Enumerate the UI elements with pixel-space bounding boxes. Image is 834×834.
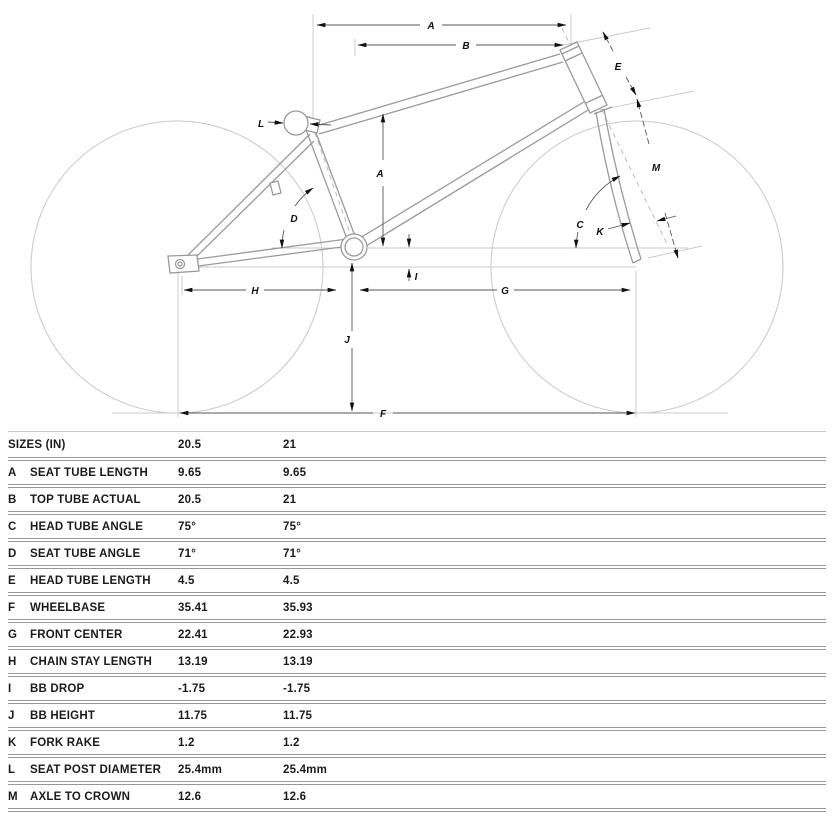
table-row: A SEAT TUBE LENGTH 9.65 9.65 bbox=[8, 461, 826, 488]
table-row: G FRONT CENTER 22.41 22.93 bbox=[8, 623, 826, 650]
table-title: SIZES (IN) bbox=[8, 438, 66, 451]
dim-label-f: F bbox=[379, 409, 387, 420]
dim-label-m: M bbox=[651, 163, 661, 174]
dim-label-a-top: A bbox=[427, 21, 435, 32]
cable-stop bbox=[270, 181, 281, 195]
table-row: H CHAIN STAY LENGTH 13.19 13.19 bbox=[8, 650, 826, 677]
dim-label-a-seat: A bbox=[376, 169, 384, 180]
table-row: C HEAD TUBE ANGLE 75° 75° bbox=[8, 515, 826, 542]
table-row: I BB DROP -1.75 -1.75 bbox=[8, 677, 826, 704]
dim-label-b: B bbox=[462, 41, 470, 52]
dim-label-c: C bbox=[576, 220, 584, 231]
dim-label-e: E bbox=[614, 62, 622, 73]
geometry-table bbox=[8, 431, 826, 812]
dim-label-h: H bbox=[251, 286, 259, 297]
dim-label-l: L bbox=[257, 119, 265, 130]
table-row: F WHEELBASE 35.41 35.93 bbox=[8, 596, 826, 623]
dim-label-i: I bbox=[414, 272, 418, 283]
table-row: K FORK RAKE 1.2 1.2 bbox=[8, 731, 826, 758]
construction-lines bbox=[112, 14, 728, 417]
table-row: B TOP TUBE ACTUAL 20.5 21 bbox=[8, 488, 826, 515]
dim-label-k: K bbox=[596, 227, 604, 238]
fork bbox=[594, 107, 641, 263]
table-row: E HEAD TUBE LENGTH 4.5 4.5 bbox=[8, 569, 826, 596]
table-row: D SEAT TUBE ANGLE 71° 71° bbox=[8, 542, 826, 569]
frame-tubes bbox=[185, 54, 593, 267]
size-column-2: 21 bbox=[283, 438, 297, 451]
table-row: L SEAT POST DIAMETER 25.4mm 25.4mm bbox=[8, 758, 826, 785]
dim-label-j: J bbox=[344, 335, 350, 346]
table-row: J BB HEIGHT 11.75 11.75 bbox=[8, 704, 826, 731]
table-row: M AXLE TO CROWN 12.6 12.6 bbox=[8, 785, 826, 812]
size-column-1: 20.5 bbox=[178, 438, 202, 451]
table-header bbox=[8, 432, 826, 461]
dimension-lines bbox=[180, 25, 678, 413]
seat-post-circle bbox=[284, 111, 308, 135]
dim-label-g: G bbox=[501, 286, 509, 297]
rear-dropout bbox=[168, 255, 199, 273]
dim-label-d: D bbox=[290, 214, 298, 225]
